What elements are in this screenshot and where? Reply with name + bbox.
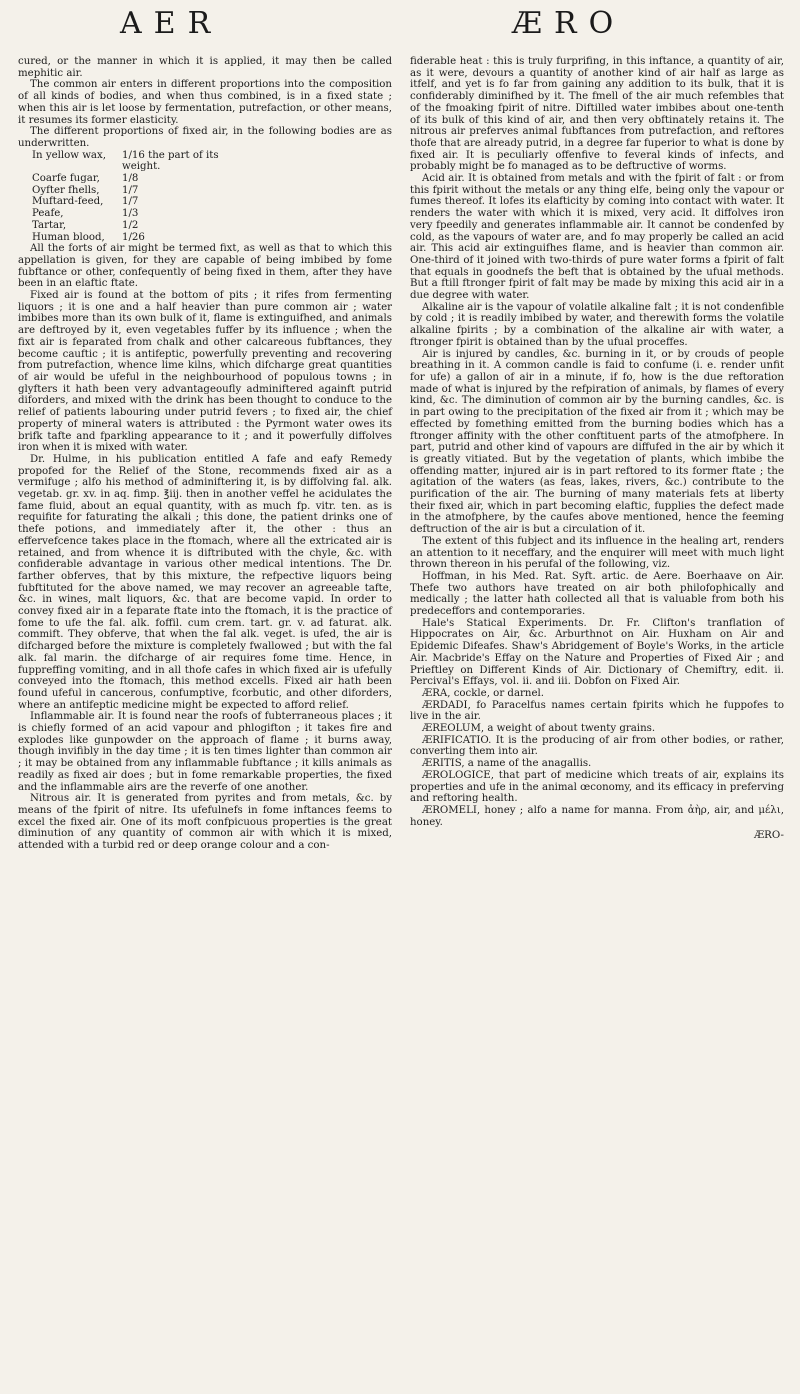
paragraph: The different proportions of fixed air, in the following bodies are as underwritten. [18, 126, 392, 149]
table-cell-value: 1/2 [122, 219, 139, 231]
paragraph: Hale's Statical Experiments. Dr. Fr. Clifton's tranflation of Hippocrates on Air, &c. Arburthnot on Air. Huxham on Air and Epidemic Difeafes. Shaw's Abridgement of Boyle's Works, in the article Air. Macbride's Effay on the Nature and Properties of Fixed Air ; and Prieftley on Different Kinds of Air. Dictionary of Chemiftry, edit. ii. Percival's Effays, vol. ii. and iii. Dobfon on Fixed Air. [410, 617, 784, 688]
paragraph: Nitrous air. It is generated from pyrites and from metals, &c. by means of the fpirit of nitre. Its ufefulnefs in fome inftances feems to excel the fixed air. One of its moft confpicuous properties is the great diminution of any quantity of common air with which it is mixed, attended with a turbid red or deep orange colour and a con- [18, 793, 392, 852]
table-cell-value: 1/3 [122, 208, 139, 220]
table-cell-value: 1/16 the part of its weight. [122, 149, 219, 173]
table-cell-name: Peafe, [32, 208, 64, 220]
paragraph: fiderable heat : this is truly furprifing, in this inftance, a quantity of air, as it were, devours a quantity of another kind of air half as large as itfelf, and yet is fo far from gaining any addition to its bulk, that it is confiderably diminifhed by it. The fmell of the air much refembles that of the fmoaking fpirit of nitre. Diftilled water imbibes about one-tenth of its bulk of this kind of air, and then very obftinately retains it. The nitrous air preferves animal fubftances from putrefaction, and reftores thofe that are already putrid, in a degree far fuperior to what is done by fixed air. It is peculiarly offenfive to feveral kinds of infects, and probably might be fo managed as to be deftructive of worms. [410, 56, 784, 173]
table-row [32, 208, 232, 220]
paragraph: All the forts of air might be termed fixt, as well as that to which this appellation is given, for they are capable of being imbibed by fome fubftance or other, confequently of being fixed in them, after they have been in an elaftic ftate. [18, 243, 392, 290]
left-column [18, 56, 392, 852]
entry-aereolum: ÆREOLUM, a weight of about twenty grains. [422, 723, 656, 735]
table-cell-value: 1/26 [122, 231, 145, 243]
paragraph: Air is injured by candles, &c. burning in it, or by crouds of people breathing in it. A common candle is faid to confume (i. e. render unfit for ufe) a gallon of air in a minute, if fo, how is the due reftoration made of what is injured by the refpiration of animals, by flames of every kind, &c. The diminution of common air by the burning candles, &c. is in part owing to the precipitation of the fixed air from it ; which may be effected by fomething emitted from the burning bodies which has a ftronger affinity with the other conftituent parts of the atmofphere. In part, putrid and other kind of vapours are diffufed in the air by which it is greatly vitiated. But by the vegetation of plants, which imbibe the offending matter, injured air is in part reftored to its former ftate ; the agitation of the waters (as feas, lakes, rivers, &c.) contribute to the purification of the air. The burning of many materials fets at liberty their fixed air, which in part becoming elaftic, fupplies the defect made in the atmofphere, by the caufes above mentioned, hence the feeming deftruction of the air is but a circulation of it. [410, 348, 784, 536]
table-row [32, 173, 232, 185]
entry-aerdadi: ÆRDADI, fo Paracelfus names certain fpirits which he fuppofes to live in the air. [410, 699, 784, 723]
paragraph: The extent of this fubject and its influence in the healing art, renders an attention to it neceffary, and the enquirer will meet with much light thrown thereon in his perufal of the following, viz. [410, 535, 784, 571]
entry-aeritis: ÆRITIS, a name of the anagallis. [422, 758, 592, 770]
paragraph: Alkaline air is the vapour of volatile alkaline falt ; it is not condenfible by cold ; it is readily imbibed by water, and therewith forms the volatile alkaline fpirits ; by a combination of the alkaline air with water, a ftronger fpirit is obtained than by the ufual proceffes. [410, 301, 784, 348]
paragraph: The common air enters in different proportions into the composition of all kinds of bodies, and when thus combined, is in a fixed state ; when this air is let loose by fermentation, putrefaction, or other means, it resumes its former elasticity. [18, 79, 392, 126]
table-row [32, 150, 232, 173]
table-row [32, 196, 232, 208]
entry-aerologice: ÆROLOGICE, that part of medicine which treats of air, explains its properties and ufe in the animal œconomy, and its efficacy in preferving and reftoring health. [410, 769, 784, 805]
paragraph: Acid air. It is obtained from metals and with the fpirit of falt : or from this fpirit without the metals or any thing elfe, being only the vapour or fumes thereof. It lofes its elafticity by coming into contact with water. It renders the water with which it is mixed, very acid. It diffolves iron very fpeedily and generates inflammable air. It cannot be condenfed by cold, as the vapours of water are, and fo may properly be called an acid air. This acid air extinguifhes flame, and is heavier than common air. One-third of it joined with two-thirds of pure water forms a fpirit of falt that equals in goodnefs the beft that is obtained by the ufual methods. But a ftill ftronger fpirit of falt may be made by mixing this acid air in a due degree with water. [410, 173, 784, 302]
table-cell-name: Oyfter fhells, [32, 184, 100, 196]
proportion-table [32, 150, 392, 244]
table-row [32, 232, 232, 244]
table-cell-value: 1/7 [122, 196, 139, 208]
header-right-word: ÆRO [512, 6, 626, 41]
catchword: ÆRO- [753, 830, 784, 842]
paragraph: Fixed air is found at the bottom of pits ; it rifes from fermenting liquors ; it is one and a half heavier than pure common air ; water imbibes more than its own bulk of it, flame is extinguifhed, and animals are deftroyed by it, even vegetables fuffer by its influence ; when the fixt air is feparated from chalk and other calcareous fubftances, they become cauftic ; it is antifeptic, powerfully preventing and recovering from putrefaction, whence lime kilns, which difcharge great quantities of air would be ufeful in the neighbourhood of populous towns ; in glyfters it hath been very advantageoufly adminiftered againft putrid diforders, and mixed with the drink has been thought to conduce to the relief of patients labouring under putrid fevers ; to fixed air, the chief property of mineral waters is attributed : the Pyrmont water owes its brifk tafte and fparkling appearance to it ; and it powerfully diffolves iron when it is mixed with water. [18, 290, 392, 454]
paragraph: cured, or the manner in which it is applied, it may then be called mephitic air. [18, 56, 392, 79]
running-header [0, 0, 800, 52]
table-cell-name: Coarfe fugar, [32, 173, 100, 185]
entry-aera: ÆRA, cockle, or darnel. [422, 687, 544, 699]
table-cell-value: 1/8 [122, 173, 139, 185]
right-column [410, 56, 784, 842]
paragraph: Inflammable air. It is found near the roofs of fubterraneous places ; it is chiefly formed of an acid vapour and phlogifton ; it takes fire and explodes like gunpowder on the approach of flame ; it burns away, though invifibly in the day time ; it is ten times lighter than common air ; it may be obtained from any inflammable fubftance ; it kills animals as readily as fixed air does ; but in fome remarkable properties, the fixed and the inflammable airs are the reverfe of one another. [18, 711, 392, 793]
table-row [32, 220, 232, 232]
table-cell-name: Human blood, [32, 231, 105, 243]
table-cell-name: In yellow wax, [32, 149, 106, 161]
entry-aeromeli: ÆROMELI, honey ; alfo a name for manna. From ἀὴρ, air, and μέλι, honey. [410, 805, 784, 828]
table-cell-name: Tartar, [32, 219, 67, 231]
table-cell-value: 1/7 [122, 184, 139, 196]
paragraph: Hoffman, in his Med. Rat. Syft. artic. de Aere. Boerhaave on Air. Thefe two authors have treated on air both philofophically and medically ; the latter hath collected all that is valuable from both his predeceffors and contemporaries. [410, 570, 784, 618]
table-row [32, 185, 232, 197]
table-cell-name: Muftard-feed, [32, 196, 104, 208]
entry-aerificatio: ÆRIFICATIO. It is the producing of air from other bodies, or rather, converting them into air. [410, 734, 784, 758]
header-left-word: AER [120, 6, 223, 41]
paragraph: Dr. Hulme, in his publication entitled A fafe and eafy Remedy propofed for the Relief of the Stone, recommends fixed air as a vermifuge ; alfo his method of adminiftering it, is by diffolving fal. alk. vegetab. gr. xv. in aq. fimp. ℥iij. then in another veffel he acidulates the fame fluid, about an equal quantity, with as much fp. vitr. ten. as is requifite for faturating the alkali ; this done, the patient drinks one of thefe potions, and immediately after it, the other : thus an effervefcence takes place in the ftomach, where all the extricated air is retained, and from whence it is diftributed with the chyle, &c. with confiderable advantage in various other medical intentions. The Dr. farther obferves, that by this mixture, the refpective liquors being fubftituted for the above named, we may recover an agreeable tafte, &c. in wines, malt liquors, &c. that are become vapid. In order to convey fixed air in a feparate ftate into the ftomach, it is the practice of fome to ufe the fal. alk. foffil. cum crem. tart. gr. v. ad faturat. alk. commift. They obferve, that when the fal alk. veget. is ufed, the air is difcharged before the mixture is completely fwallowed ; but with the fal alk. fal marin. the difcharge of air requires fome time. Hence, in fuppreffing vomiting, and in all thofe cafes in which fixed air is ufefully conveyed into the ftomach, this method excells. Fixed air hath been found ufeful in cancerous, confumptive, fcorbutic, and other diforders, where an antifeptic medicine might be expected to afford relief. [18, 453, 392, 711]
